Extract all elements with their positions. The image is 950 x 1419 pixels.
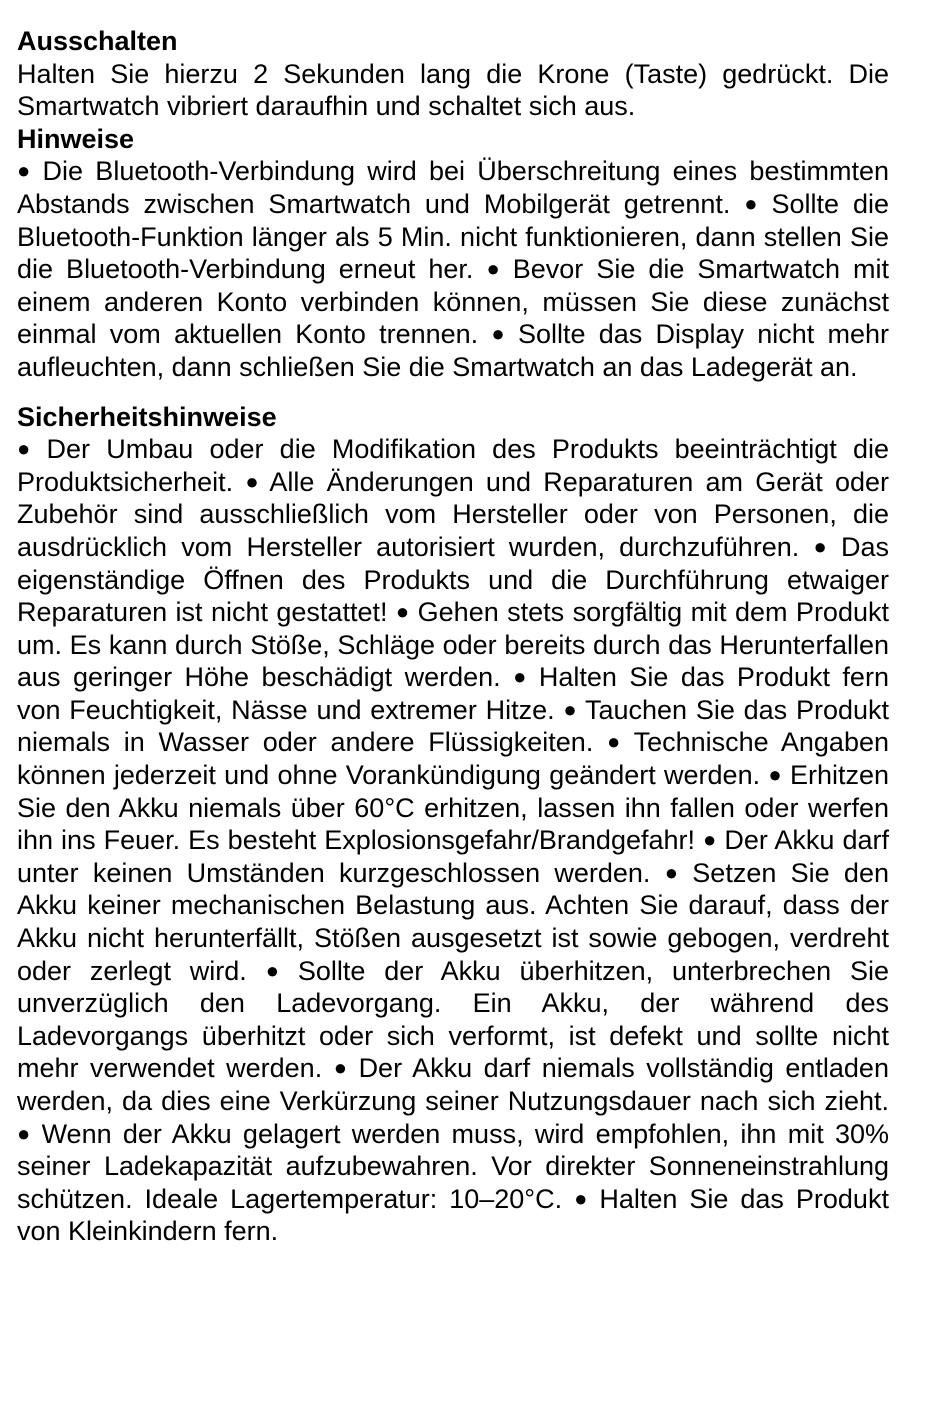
section-heading: Sicherheitshinweise [17, 401, 277, 432]
bullet-item-text: Die Bluetooth-Verbindung wird bei Überschreitung eines bestimmten Abstands zwischen Smartwatch und Mobilgerät getrennt. [17, 156, 889, 219]
bullet-item-text: Sollte die Bluetooth-Funktion länger als 5 Min. nicht funktionieren, dann stellen Sie die Bluetooth-Verbindung erneut her. [17, 188, 889, 285]
bullet-icon: ● [513, 664, 527, 690]
bullet-item-text: Das eigenständige Öffnen des Produkts und die Durchführung etwaiger Reparaturen ist nicht gestattet! [17, 531, 889, 628]
bullet-item-text: Wenn der Akku gelagert werden muss, wird empfohlen, ihn mit 30% seiner Ladekapazität aufzubewahren. Vor direkter Sonneneinstrahlung schützen. Ideale Lagertemperatur: 10–20°C. [17, 1118, 889, 1214]
bullet-item-text: Der Akku darf niemals vollständig entladen werden, da dies eine Verkürzung seiner Nutzungsdauer nach sich zieht. [17, 1053, 889, 1116]
section-heading: Hinweise [17, 123, 135, 154]
bullet-icon: ● [813, 533, 827, 559]
section-spacer [17, 384, 889, 401]
bullet-paragraph [17, 155, 889, 383]
bullet-item-text: Halten Sie das Produkt fern von Feuchtigkeit, Nässe und extremer Hitze. [17, 662, 889, 725]
bullet-icon: ● [664, 859, 679, 885]
bullet-icon: ● [486, 256, 500, 282]
bullet-icon: ● [333, 1055, 348, 1081]
section-hinweise [17, 123, 889, 384]
bullet-icon: ● [744, 190, 758, 216]
bullet-icon: ● [245, 468, 259, 494]
bullet-item-text: Alle Änderungen und Reparaturen am Gerät oder Zubehör sind ausschließlich vom Hersteller oder von Personen, die ausdrücklich vom Hersteller autorisiert wurden, durchzuführen. [17, 466, 889, 562]
bullet-item-text: Gehen stets sorgfältig mit dem Produkt um. Es kann durch Stöße, Schläge oder bereits durch das Herunterfallen aus geringer Höhe beschädigt werden. [17, 597, 889, 693]
bullet-icon: ● [574, 1185, 588, 1211]
bullet-item-text: Setzen Sie den Akku keiner mechanischen Belastung aus. Achten Sie darauf, dass der Akku nicht herunterfällt, Stößen ausgesetzt ist sowie gebogen, verdreht oder zerlegt wird. [17, 857, 889, 986]
bullet-paragraph [17, 433, 889, 1248]
bullet-item-text: Halten Sie das Produkt von Kleinkindern fern. [17, 1183, 889, 1247]
bullet-icon: ● [703, 827, 717, 853]
bullet-item-text: Sollte der Akku überhitzen, unterbrechen Sie unverzüglich den Ladevorgang. Ein Akku, der während des Ladevorgangs überhitzt oder sich verformt, ist defekt und sollte nicht mehr verwendet werden. [17, 955, 889, 1084]
bullet-icon: ● [563, 696, 577, 722]
bullet-item-text: Der Umbau oder die Modifikation des Produkts beeinträchtigt die Produktsicherheit. [17, 434, 889, 497]
bullet-icon: ● [17, 158, 31, 184]
section-ausschalten [17, 25, 889, 123]
bullet-icon: ● [607, 729, 621, 755]
bullet-icon: ● [491, 321, 505, 347]
section-heading: Ausschalten [17, 26, 178, 56]
document-page [17, 25, 889, 1248]
bullet-item-text: Tauchen Sie das Produkt niemals in Wasser oder andere Flüssigkeiten. [17, 694, 889, 758]
bullet-icon: ● [768, 762, 782, 788]
bullet-icon: ● [17, 1120, 31, 1146]
bullet-icon: ● [395, 599, 410, 625]
bullet-item-text: Sollte das Display nicht mehr aufleuchten, dann schließen Sie die Smartwatch an das Ladegerät an. [17, 319, 889, 382]
section-sicherheitshinweise [17, 401, 889, 1248]
section-text: Halten Sie hierzu 2 Sekunden lang die Krone (Taste) gedrückt. Die Smartwatch vibriert daraufhin und schaltet sich aus. [17, 58, 889, 122]
bullet-item-text: Bevor Sie die Smartwatch mit einem anderen Konto verbinden können, müssen Sie diese zunächst einmal vom aktuellen Konto trennen. [17, 254, 889, 350]
bullet-item-text: Erhitzen Sie den Akku niemals über 60°C erhitzen, lassen ihn fallen oder werfen ihn ins Feuer. Es besteht Explosionsgefahr/Brandgefahr! [17, 760, 889, 856]
bullet-icon: ● [17, 436, 31, 462]
bullet-icon: ● [265, 957, 279, 983]
bullet-item-text: Der Akku darf unter keinen Umständen kurzgeschlossen werden. [17, 825, 889, 888]
bullet-item-text: Technische Angaben können jederzeit und ohne Vorankündigung geändert werden. [17, 727, 889, 791]
